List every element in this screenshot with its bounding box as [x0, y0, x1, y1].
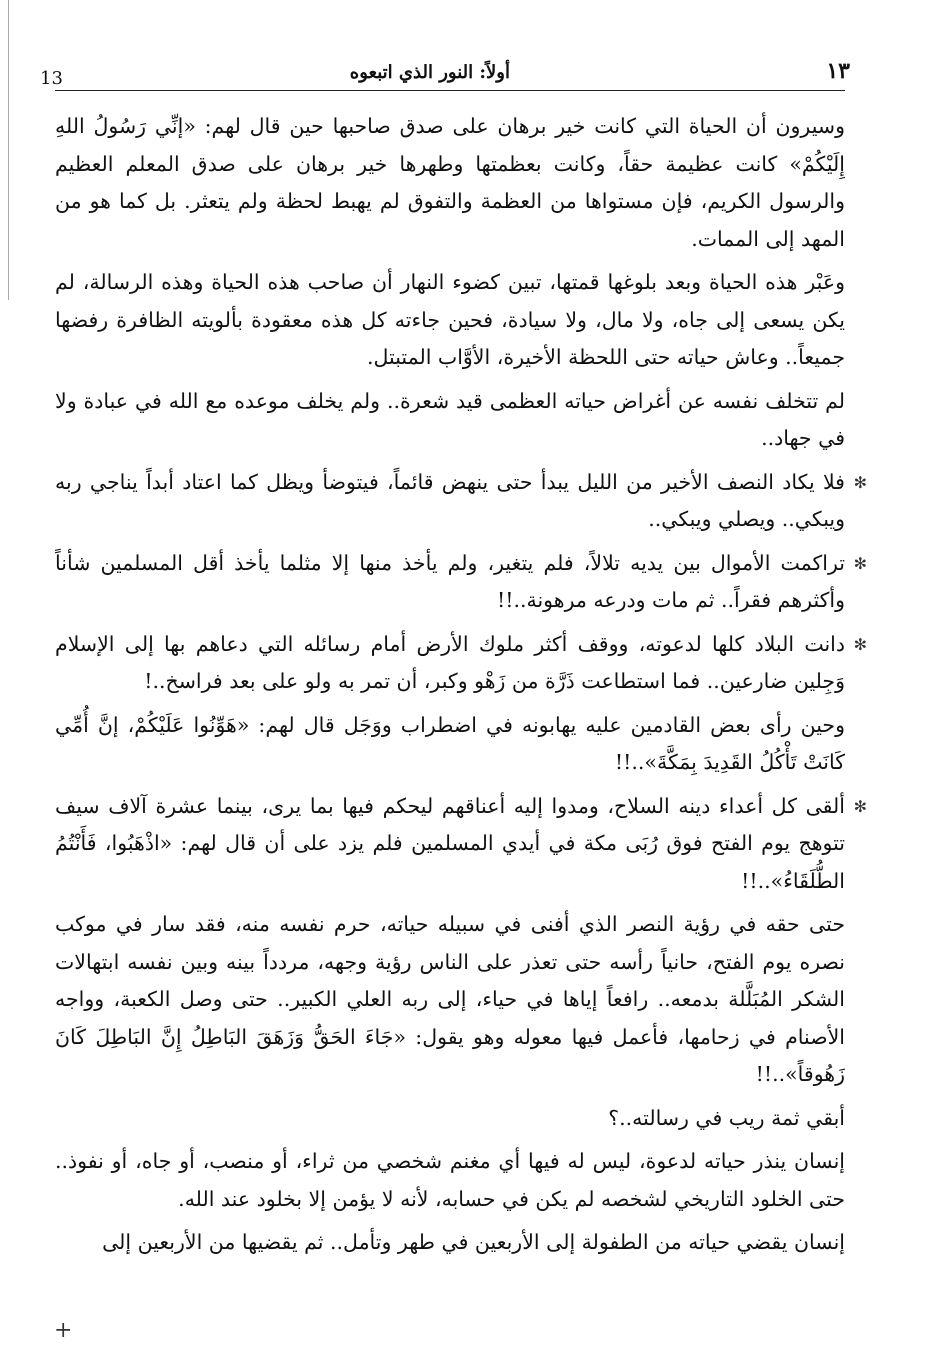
running-title: أولاً: النور الذي اتبعوه — [349, 62, 510, 83]
scan-edge-mark — [8, 0, 9, 300]
paragraph-text: تراكمت الأموال بين يديه تلالاً، فلم يتغير، ولم يأخذ منها إلا مثلما يأخذ أقل المسلمين شأناً وأكثرهم فقراً.. ثم مات ودرعه مرهونة..!! — [55, 550, 845, 612]
starred-paragraph — [55, 545, 867, 620]
page-number-latin: 13 — [40, 68, 63, 89]
paragraph-text: ألقى كل أعداء دينه السلاح، ومدوا إليه أعناقهم ليحكم فيها بما يرى، بينما عشرة آلاف سيف تتوهج يوم الفتح فوق رُبَى مكة في أيدي المسلمين فلم يزد على أن قال لهم: «اذْهَبُوا، فَأَنْتُمُ الطُّلَقَاءُ»..!! — [55, 793, 845, 893]
paragraph: حتى حقه في رؤية النصر الذي أفنى في سبيله حياته، حرم نفسه منه، فقد سار في موكب نصره يوم الفتح، حانياً رأسه حتى تعذر على الناس رؤية وجهه، مردداً بينه وبين نفسه ابتهالات الشكر المُبَلَّلة بدمعه.. رافعاً إياها في حياء، إلى ربه العلي الكبير.. حتى وصل الكعبة، وواجه الأصنام في زحامها، فأعمل فيها معوله وهو يقول: «جَاءَ الحَقُّ وَزَهَقَ البَاطِلُ إِنَّ البَاطِلَ كَانَ زَهُوقاً»..!! — [55, 912, 845, 1086]
paragraph: لم تتخلف نفسه عن أغراض حياته العظمى قيد شعرة.. ولم يخلف موعده مع الله في عبادة ولا في جهاد.. — [55, 388, 845, 450]
paragraph: وحين رأى بعض القادمين عليه يهابونه في اضطراب ووَجَل قال لهم: «هَوِّنُوا عَلَيْكُمْ، إنَّ أُمِّي كَانَتْ تَأْكُلُ القَدِيدَ بِمَكَّةَ»..!! — [55, 712, 845, 774]
paragraph-text: دانت البلاد كلها لدعوته، ووقف أكثر ملوك الأرض أمام رسائله التي دعاهم بها إلى الإسلام وَجِلين ضارعين.. فما استطاعت ذَرَّة من زَهْو وكبر، أن تمر به ولو على بعد فراسخ..! — [55, 631, 845, 693]
starred-paragraph — [55, 788, 867, 901]
asterisk-icon: ✻ — [853, 472, 867, 492]
page-header — [40, 40, 850, 90]
paragraph: إنسان ينذر حياته لدعوة، ليس له فيها أي مغنم شخصي من ثراء، أو منصب، أو جاه، أو نفوذ.. حتى الخلود التاريخي لشخصه لم يكن في حسابه، لأنه لا يؤمن إلا بخلود عند الله. — [55, 1149, 845, 1211]
asterisk-icon: ✻ — [853, 634, 867, 654]
body-text — [55, 108, 867, 1328]
paragraph-text: فلا يكاد النصف الأخير من الليل يبدأ حتى ينهض قائماً، فيتوضأ ويظل كما اعتاد أبداً يناجي ربه ويبكي.. ويصلي ويبكي.. — [55, 469, 845, 531]
crop-mark-icon: + — [54, 1318, 73, 1343]
starred-paragraph — [55, 626, 867, 701]
page-number-arabic: ١٣ — [826, 58, 850, 84]
paragraph: إنسان يقضي حياته من الطفولة إلى الأربعين في طهر وتأمل.. ثم يقضيها من الأربعين إلى — [102, 1230, 845, 1254]
paragraph: وسيرون أن الحياة التي كانت خير برهان على صدق صاحبها حين قال لهم: «إنِّي رَسُولُ اللهِ إِلَيْكُمْ» كانت عظيمة حقاً، وكانت بعظمتها وطهرها خير برهان على صدق المعلم العظيم والرسول الكريم، فإن مستواها من العظمة والتفوق لم يهبط لحظة ولم يتعثر. بل كما هو من المهد إلى الممات. — [55, 114, 845, 251]
starred-paragraph — [55, 464, 867, 539]
asterisk-icon: ✻ — [853, 553, 867, 573]
asterisk-icon: ✻ — [853, 796, 867, 816]
paragraph: أبقي ثمة ريب في رسالته..؟ — [608, 1105, 845, 1130]
header-rule — [55, 90, 845, 91]
paragraph: وعَبْر هذه الحياة وبعد بلوغها قمتها، تبين كضوء النهار أن صاحب هذه الحياة وهذه الرسالة، لم يكن يسعى إلى جاه، ولا مال، ولا سيادة، فحين جاءته كل هذه معقودة بألويته الظافرة رفضها جميعاً.. وعاش حياته حتى اللحظة الأخيرة، الأوَّاب المتبتل. — [55, 270, 845, 369]
